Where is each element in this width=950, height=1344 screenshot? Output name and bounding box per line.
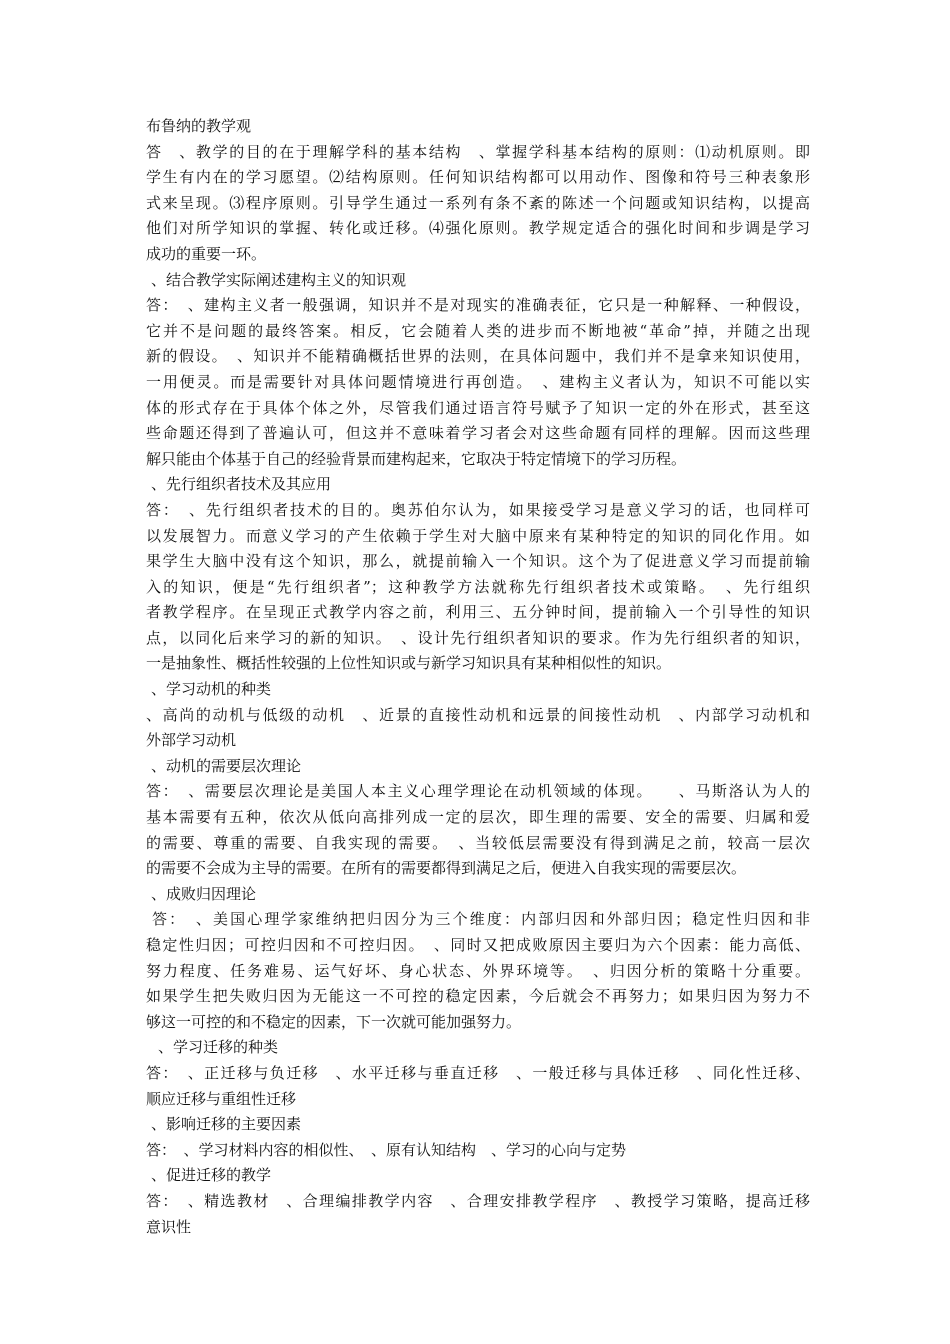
paragraph-line: 努力程度、任务难易、运气好坏、身心状态、外界环境等。 、归因分析的策略十分重要。 — [146, 961, 810, 980]
heading-advance-organizer: 、先行组织者技术及其应用 — [151, 475, 332, 494]
paragraph-line: 成功的重要一环。 — [146, 244, 267, 263]
heading-transfer-factors: 、影响迁移的主要因素 — [151, 1115, 302, 1134]
paragraph-line: 以发展智力。而意义学习的产生依赖于学生对大脑中原来有某种特定的知识的同化作用。如 — [146, 526, 810, 545]
paragraph-line: 答： 、先行组织者技术的目的。奥苏伯尔认为，如果接受学习是意义学习的话，也同样可 — [146, 500, 810, 519]
paragraph-line: 它并不是问题的最终答案。相反，它会随着人类的进步而不断地被“革命”掉，并随之出现 — [146, 321, 810, 340]
paragraph-line: 一是抽象性、概括性较强的上位性知识或与新学习知识具有某种相似性的知识。 — [146, 654, 672, 673]
paragraph-line: 新的假设。 、知识并不能精确概括世界的法则，在具体问题中，我们并不是拿来知识使用， — [146, 347, 810, 366]
paragraph-line: 一用便灵。而是需要针对具体问题情境进行再创造。 、建构主义者认为，知识不可能以实 — [146, 372, 810, 391]
heading-needs-hierarchy: 、动机的需要层次理论 — [151, 756, 302, 775]
heading-motivation-types: 、学习动机的种类 — [151, 680, 272, 699]
paragraph-line: 他们对所学知识的掌握、转化或迁移。⑷强化原则。教学规定适合的强化时间和步调是学习 — [146, 219, 810, 238]
paragraph-line: 果学生大脑中没有这个知识，那么，就提前输入一个知识。这个为了促进意义学习而提前输 — [146, 552, 810, 571]
paragraph-line: 如果学生把失败归因为无能这一不可控的稳定因素，今后就会不再努力；如果归因为努力不 — [146, 987, 810, 1006]
paragraph-line: 些命题还得到了普遍认可，但这并不意味着学习者会对这些命题有同样的理解。因而这些理 — [146, 424, 810, 443]
paragraph-line: 顺应迁移与重组性迁移 — [146, 1089, 297, 1108]
paragraph-line: 够这一可控的和不稳定的因素，下一次就可能加强努力。 — [146, 1012, 522, 1031]
heading-transfer-types: 、学习迁移的种类 — [158, 1038, 279, 1057]
document-body — [146, 114, 810, 1240]
paragraph-line: 、高尚的动机与低级的动机 、近景的直接性动机和远景的间接性动机 、内部学习动机和 — [146, 705, 810, 724]
paragraph-line: 点，以同化后来学习的新的知识。 、设计先行组织者知识的要求。作为先行组织者的知识， — [146, 628, 810, 647]
paragraph-line: 的需要、尊重的需要、自我实现的需要。 、当较低层需要没有得到满足之前，较高一层次 — [146, 833, 810, 852]
paragraph-line: 答： 、正迁移与负迁移 、水平迁移与垂直迁移 、一般迁移与具体迁移 、同化性迁移、 — [146, 1063, 810, 1082]
paragraph-line: 答： 、需要层次理论是美国人本主义心理学理论在动机领域的体现。 、马斯洛认为人的 — [146, 782, 810, 801]
paragraph-line: 答： 、学习材料内容的相似性、 、原有认知结构 、学习的心向与定势 — [146, 1140, 627, 1159]
heading-constructivism: 、结合教学实际阐述建构主义的知识观 — [151, 270, 407, 289]
heading-bruner-teaching-view: 布鲁纳的教学观 — [146, 117, 252, 135]
paragraph-line: 的需要不会成为主导的需要。在所有的需要都得到满足之后，便进入自我实现的需要层次。 — [146, 859, 747, 878]
paragraph-line: 答 、教学的目的在于理解学科的基本结构 、掌握学科基本结构的原则：⑴动机原则。即 — [146, 142, 810, 161]
paragraph-line: 稳定性归因；可控归因和不可控归因。 、同时又把成败原因主要归为六个因素：能力高低、 — [146, 936, 810, 954]
paragraph-line: 学生有内在的学习愿望。⑵结构原则。任何知识结构都可以用动作、图像和符号三种表象形 — [146, 168, 810, 187]
paragraph-line: 体的形式存在于具体个体之外，尽管我们通过语言符号赋予了知识一定的外在形式，甚至这 — [146, 398, 810, 417]
paragraph-line: 基本需要有五种，依次从低向高排列成一定的层次，即生理的需要、安全的需要、归属和爱 — [146, 808, 810, 827]
paragraph-line: 意识性 — [146, 1217, 192, 1236]
paragraph-line: 外部学习动机 — [146, 731, 237, 750]
paragraph-line: 答： 、建构主义者一般强调，知识并不是对现实的准确表征，它只是一种解释、一种假设， — [146, 296, 810, 315]
paragraph-line: 解只能由个体基于自己的经验背景而建构起来，它取决于特定情境下的学习历程。 — [146, 449, 687, 468]
paragraph-line: 答： 、美国心理学家维纳把归因分为三个维度：内部归因和外部归因；稳定性归因和非 — [152, 910, 810, 929]
heading-promote-transfer: 、促进迁移的教学 — [151, 1166, 272, 1185]
paragraph-line: 者教学程序。在呈现正式教学内容之前，利用三、五分钟时间，提前输入一个引导性的知识 — [146, 603, 810, 622]
paragraph-line: 入的知识，便是“先行组织者”；这种教学方法就称先行组织者技术或策略。 、先行组织 — [146, 577, 810, 596]
heading-attribution-theory: 、成败归因理论 — [151, 884, 257, 903]
paragraph-line: 式来呈现。⑶程序原则。引导学生通过一系列有条不紊的陈述一个问题或知识结构，以提高 — [146, 193, 810, 212]
paragraph-line: 答： 、精选教材 、合理编排教学内容 、合理安排教学程序 、教授学习策略，提高迁移 — [146, 1191, 810, 1210]
